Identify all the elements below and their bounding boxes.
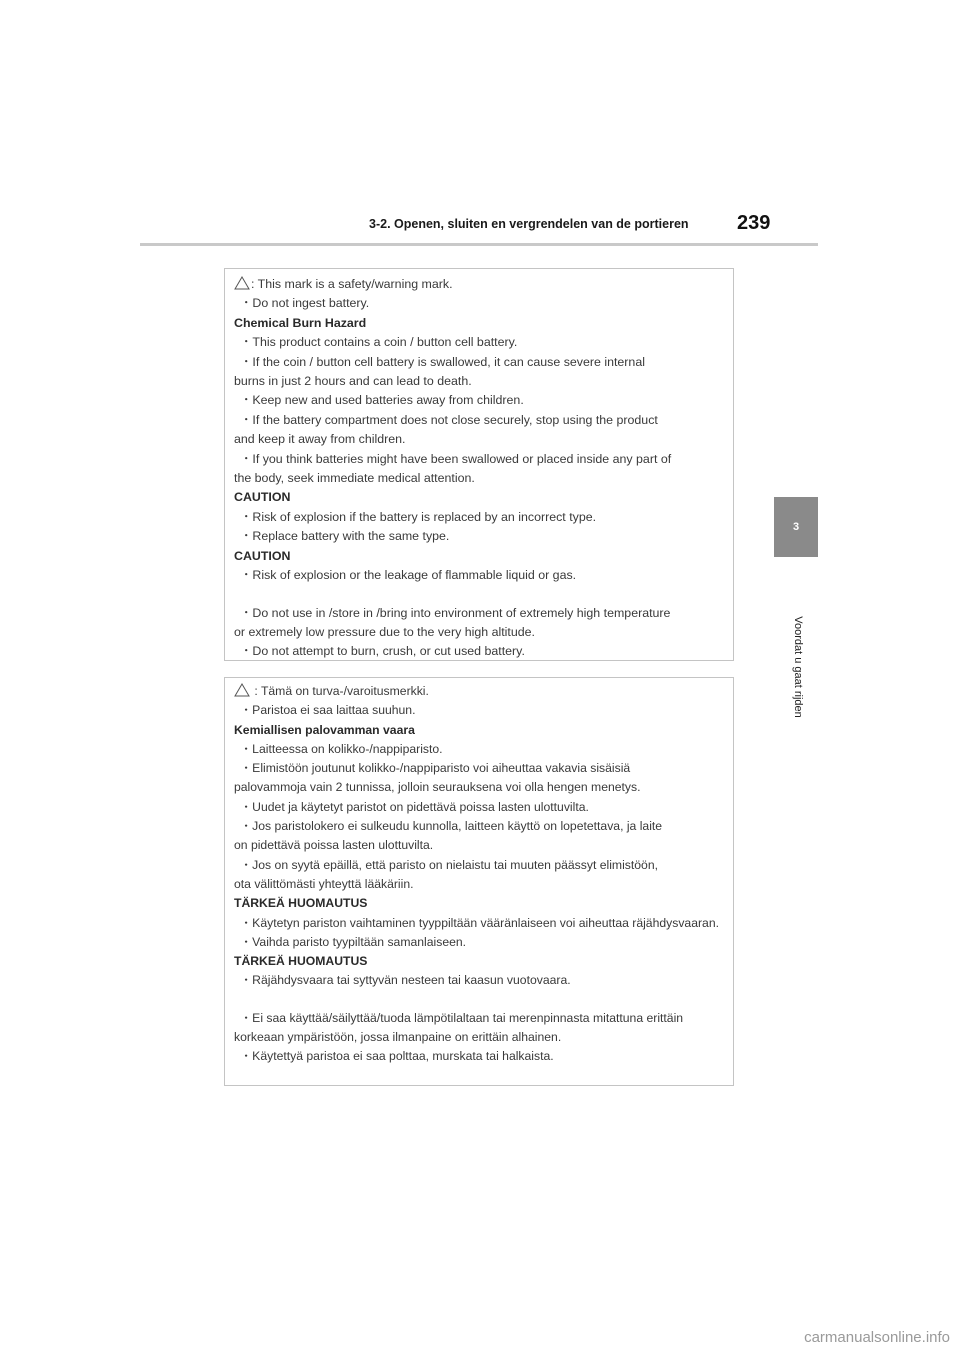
warning-text-line: ・Ei saa käyttää/säilyttää/tuoda lämpötilaltaan tai merenpinnasta mitattuna erittäin [240, 1010, 684, 1025]
warning-text-line: the body, seek immediate medical attention. [234, 471, 475, 486]
warning-text-line: ・Do not attempt to burn, crush, or cut used battery. [240, 644, 525, 659]
warning-heading: Chemical Burn Hazard [234, 315, 367, 330]
warning-text-line: ・Keep new and used batteries away from children. [240, 393, 524, 408]
warning-text-line: ・Vaihda paristo tyypiltään samanlaiseen. [240, 934, 467, 949]
page-number: 239 [737, 212, 771, 234]
warning-text-line: ・Jos on syytä epäillä, että paristo on nielaistu tai muuten päässyt elimistöön, [240, 857, 658, 872]
warning-text-line: burns in just 2 hours and can lead to death. [234, 374, 472, 389]
warning-heading: CAUTION [234, 490, 291, 505]
warning-mark-text: : This mark is a safety/warning mark. [251, 277, 453, 291]
header-divider [140, 243, 818, 246]
watermark: carmanualsonline.info [804, 1329, 950, 1346]
warning-mark-line [234, 275, 729, 294]
finnish-warning-lines [234, 701, 729, 1066]
warning-text-line: ・Elimistöön joutunut kolikko-/nappiparisto voi aiheuttaa vakavia sisäisiä [240, 761, 631, 776]
warning-text-line: palovammoja vain 2 tunnissa, jolloin seurauksena voi olla hengen menetys. [234, 780, 641, 795]
warning-text-line: ・Risk of explosion or the leakage of flammable liquid or gas. [240, 568, 577, 583]
line-spacer [234, 991, 729, 1009]
warning-text-line: ・Käytettyä paristoa ei saa polttaa, murskata tai halkaista. [240, 1049, 554, 1064]
warning-text-line: ・If you think batteries might have been swallowed or placed inside any part of [240, 451, 672, 466]
warning-heading: TÄRKEÄ HUOMAUTUS [234, 896, 368, 911]
warning-text-line: ・Do not ingest battery. [240, 296, 370, 311]
warning-text-line: ・Jos paristolokero ei sulkeudu kunnolla, laitteen käyttö on lopetettava, ja laite [240, 819, 663, 834]
warning-mark-line [234, 682, 729, 701]
warning-text-line: ・Räjähdysvaara tai syttyvän nesteen tai kaasun vuotovaara. [240, 973, 571, 988]
warning-triangle-icon [234, 276, 250, 290]
line-spacer [234, 586, 729, 604]
english-warning-lines [234, 294, 729, 661]
warning-heading: TÄRKEÄ HUOMAUTUS [234, 954, 368, 969]
warning-text-line: ・If the battery compartment does not close securely, stop using the product [240, 412, 658, 427]
warning-text-line: ・Do not use in /store in /bring into environment of extremely high temperature [240, 605, 671, 620]
warning-text-line: ・This product contains a coin / button cell battery. [240, 335, 518, 350]
warning-text-line: ・Uudet ja käytetyt paristot on pidettävä poissa lasten ulottuvilta. [240, 799, 589, 814]
warning-text-line: ・Laitteessa on kolikko-/nappiparisto. [240, 741, 443, 756]
chapter-tab: 3 [774, 497, 818, 557]
warning-text-line: or extremely low pressure due to the very high altitude. [234, 624, 535, 639]
chapter-label-text: Voordat u gaat rijden [792, 616, 804, 718]
warning-triangle-icon [234, 683, 250, 697]
chapter-label [788, 612, 808, 722]
warning-text-line: ・Käytetyn pariston vaihtaminen tyyppiltään vääränlaiseen voi aiheuttaa räjähdysvaaran. [240, 915, 719, 930]
warning-text-line: ・If the coin / button cell battery is swallowed, it can cause severe internal [240, 354, 645, 369]
warning-text-line: ・Risk of explosion if the battery is replaced by an incorrect type. [240, 509, 597, 524]
warning-mark-text: : Tämä on turva-/varoitusmerkki. [251, 684, 429, 698]
warning-text-line: on pidettävä poissa lasten ulottuvilta. [234, 838, 434, 853]
warning-text-line: ・Replace battery with the same type. [240, 529, 450, 544]
finnish-warning-box [224, 677, 734, 1086]
warning-heading: Kemiallisen palovamman vaara [234, 722, 415, 737]
warning-text-line: ota välittömästi yhteyttä lääkäriin. [234, 876, 414, 891]
section-title: 3-2. Openen, sluiten en vergrendelen van de portieren [369, 217, 689, 231]
warning-text-line: and keep it away from children. [234, 432, 406, 447]
warning-text-line: korkeaan ympäristöön, jossa ilmanpaine on erittäin alhainen. [234, 1030, 562, 1045]
warning-text-line: ・Paristoa ei saa laittaa suuhun. [240, 703, 416, 718]
warning-heading: CAUTION [234, 548, 291, 563]
english-warning-box [224, 268, 734, 661]
